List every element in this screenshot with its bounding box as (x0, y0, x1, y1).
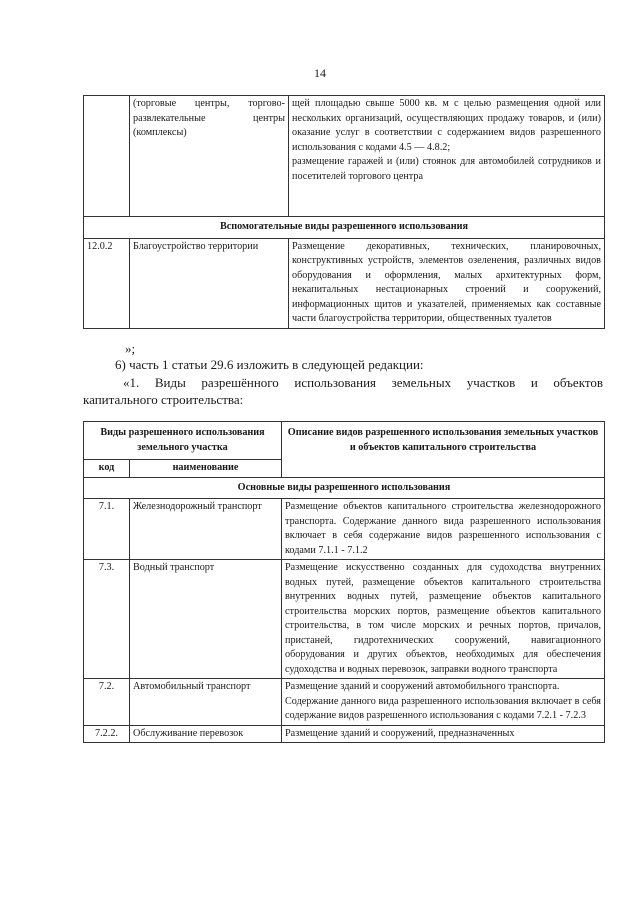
description-line: Содержание данного вида разрешенного использования включает в себя содержание видов разрешенного использования с кодами 7.2.1 - 7.2.3 (285, 695, 601, 721)
header-description: Описание видов разрешенного использования земельных участков и объектов капитального строительства (282, 422, 605, 478)
land-use-table-continued (83, 95, 605, 329)
description-cell (289, 96, 605, 217)
page-number: 14 (314, 66, 326, 80)
section-title: Основные виды разрешенного использования (84, 477, 605, 499)
description-cell: Размещение искусственно созданных для судоходства внутренних водных путей, размещение объектов капитального строительства внутренних водных путей, размещение объектов капитального строительства морских портов, размещение объектов капитального строительства, в том числе морских и речных портов, причалов, пристаней, гидротехнических сооружений, навигационного оборудования и других объектов, необходимых для обеспечения судоходства и водных перевозок, заправки водного транспорта (282, 560, 605, 679)
header-code: код (84, 460, 130, 478)
amendment-item: 6) часть 1 статьи 29.6 изложить в следующей редакции: (115, 357, 424, 372)
table-row (84, 499, 605, 560)
name-cell: Обслуживание перевозок (130, 725, 282, 743)
code-cell (84, 96, 130, 217)
description-cell: Размещение объектов капитального строительства железнодорожного транспорта. Содержание данного вида разрешенного использования включает в себя содержание видов разрешенного использования с кодами 7.1.1 - 7.1.2 (282, 499, 605, 560)
code-cell: 7.1. (84, 499, 130, 560)
table-row (84, 238, 605, 328)
code-cell: 7.2. (84, 679, 130, 726)
header-name: наименование (130, 460, 282, 478)
section-row (84, 477, 605, 499)
description-cell: Размещение зданий и сооружений, предназначенных (282, 725, 605, 743)
description-cell: Размещение декоративных, технических, планировочных, конструктивных устройств, элементов озеленения, различных видов оборудования и оформления, малых архитектурных форм, некапитальных нестационарных строений и сооружений, информационных щитов и указателей, применяемых как составные части благоустройства территории, общественных туалетов (289, 238, 605, 328)
header-land-use-kinds: Виды разрешенного использования земельного участка (84, 422, 282, 460)
code-cell: 7.2.2. (84, 725, 130, 743)
name-cell: Водный транспорт (130, 560, 282, 679)
table-row (84, 560, 605, 679)
name-cell: Благоустройство территории (130, 238, 289, 328)
code-cell: 12.0.2 (84, 238, 130, 328)
header-row (84, 422, 605, 460)
description-line: Размещение зданий и сооружений автомобильного транспорта. (285, 681, 560, 692)
table-row (84, 679, 605, 726)
table-row (84, 96, 605, 217)
description-cell (282, 679, 605, 726)
name-cell: Автомобильный транспорт (130, 679, 282, 726)
description-line: размещение гаражей и (или) стоянок для автомобилей сотрудников и посетителей торгового центра (292, 156, 601, 182)
closing-quote-mark: »; (125, 341, 136, 356)
land-use-table (83, 421, 605, 743)
code-cell: 7.3. (84, 560, 130, 679)
section-title: Вспомогательные виды разрешенного использования (84, 217, 605, 239)
description-line: щей площадью свыше 5000 кв. м с целью размещения одной или нескольких организаций, осуществляющих продажу товаров, и (или) оказание услуг в соответствии с содержанием видов разрешенного использования с кодами 4.5 — 4.8.2; (292, 98, 601, 153)
section-row (84, 217, 605, 239)
name-cell: Железнодорожный транспорт (130, 499, 282, 560)
table-row (84, 725, 605, 743)
quoted-heading: «1. Виды разрешённого использования земельных участков и объектов (123, 375, 603, 390)
name-cell: (торговые центры, торгово-развлекательные центры (комплексы) (130, 96, 289, 217)
quoted-heading-continued: капитального строительства: (83, 392, 244, 407)
